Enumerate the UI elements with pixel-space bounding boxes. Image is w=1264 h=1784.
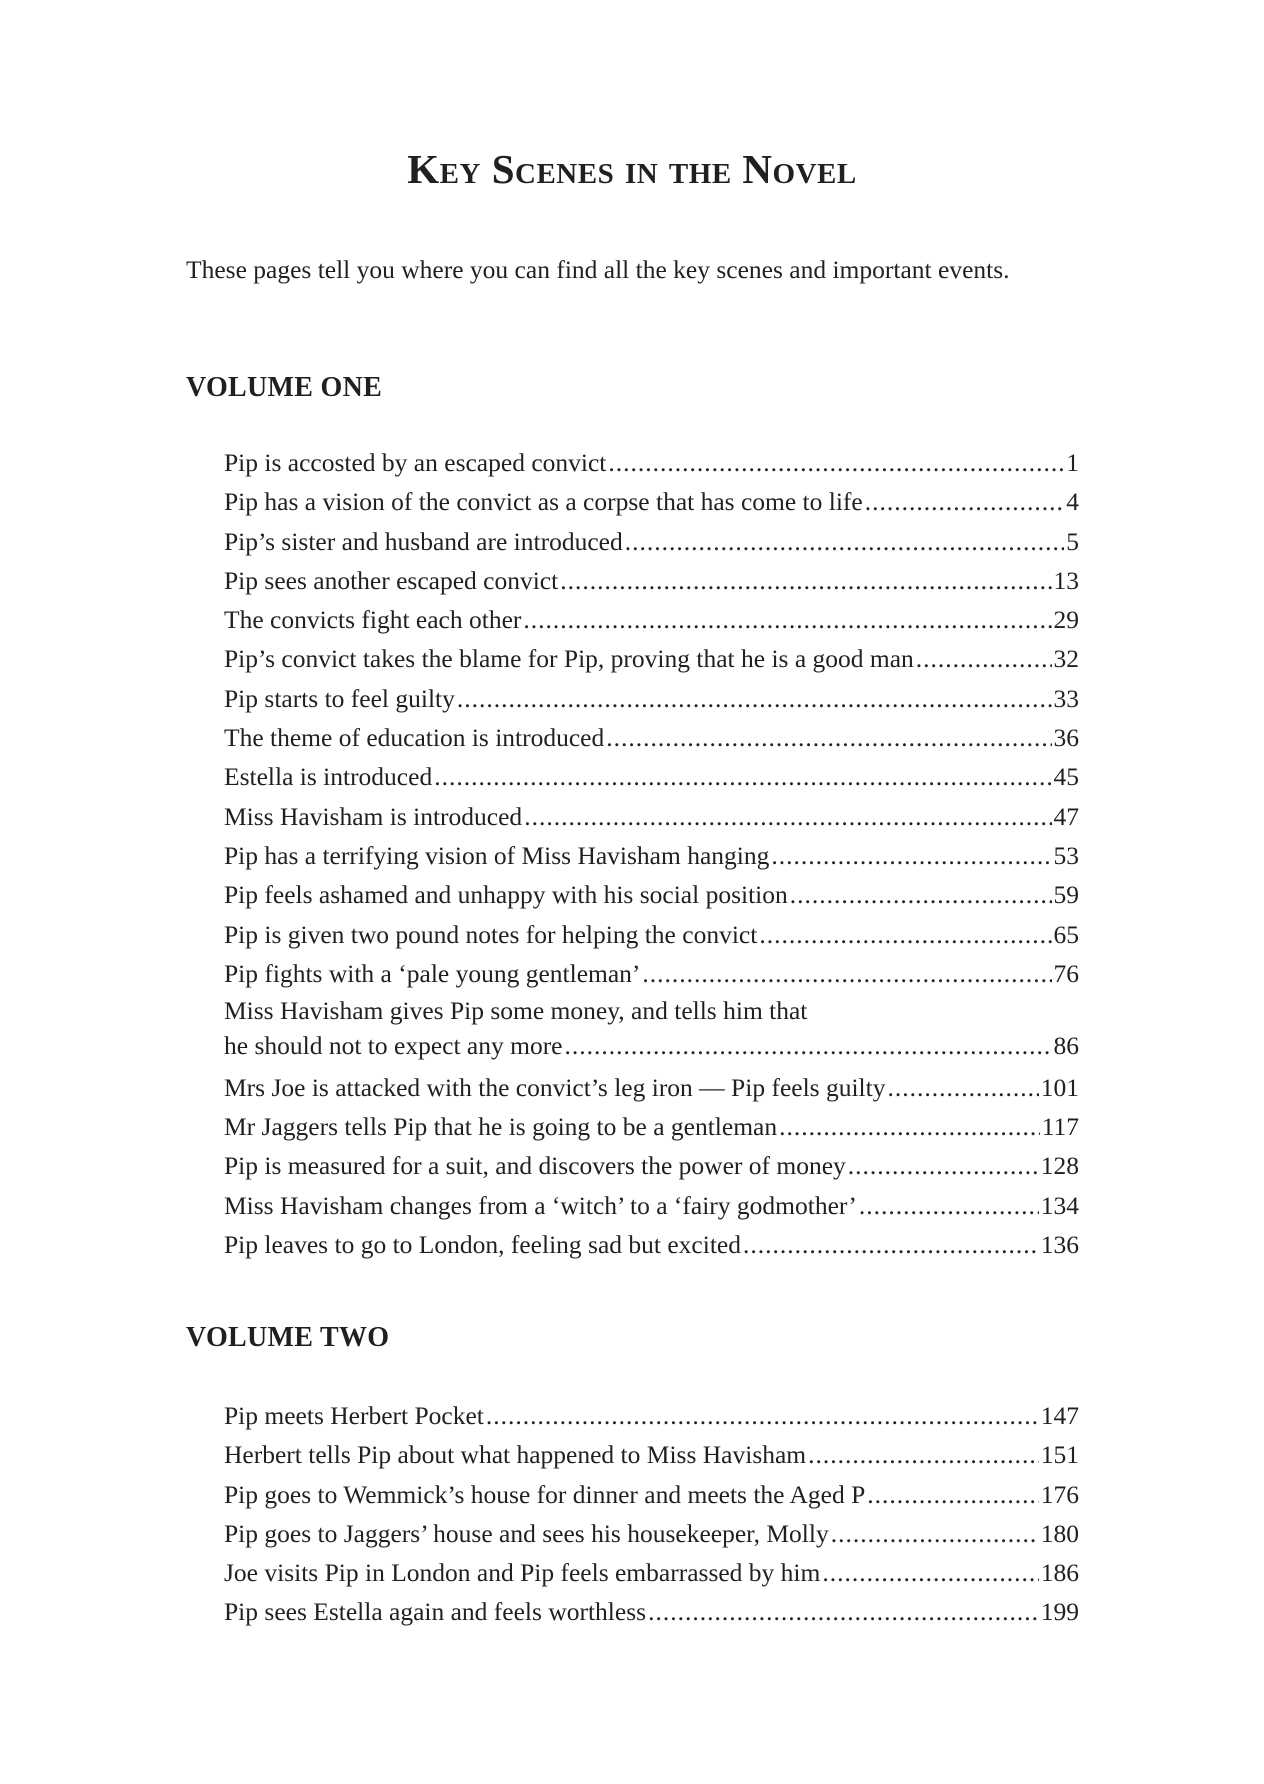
scene-entry <box>224 482 1079 521</box>
scene-text: Herbert tells Pip about what happened to Miss Havisham <box>224 1440 807 1470</box>
scene-entry <box>224 1186 1079 1225</box>
scene-page-number: 32 <box>1053 644 1079 674</box>
scene-text: Mrs Joe is attacked with the convict’s leg iron — Pip feels guilty <box>224 1072 886 1102</box>
scene-text: Pip’s sister and husband are introduced <box>224 526 623 556</box>
dot-leader <box>916 639 1052 678</box>
scene-page-number: 36 <box>1053 723 1079 753</box>
scene-text-line-2: he should not to expect any more <box>224 1031 563 1061</box>
scene-entry <box>224 1107 1079 1146</box>
dot-leader <box>648 1592 1039 1631</box>
scene-text: The theme of education is introduced <box>224 723 605 753</box>
scene-entry-second-row <box>224 1028 1079 1063</box>
scene-text: The convicts fight each other <box>224 605 522 635</box>
dot-leader <box>524 797 1051 836</box>
dot-leader <box>486 1396 1039 1435</box>
scene-entry <box>224 1475 1079 1514</box>
dot-leader <box>560 561 1051 600</box>
scene-page-number: 151 <box>1040 1440 1079 1470</box>
scene-text: Pip fights with a ‘pale young gentleman’ <box>224 958 641 988</box>
scene-text: Estella is introduced <box>224 762 433 792</box>
scene-page-number: 117 <box>1041 1112 1079 1142</box>
volume-two-scene-list <box>224 1396 1079 1632</box>
scene-text: Pip meets Herbert Pocket <box>224 1401 484 1430</box>
dot-leader <box>625 522 1065 561</box>
scene-entry <box>224 1553 1079 1592</box>
scene-page-number: 134 <box>1040 1190 1079 1220</box>
scene-page-number: 45 <box>1053 762 1079 792</box>
dot-leader <box>606 718 1051 757</box>
scene-entry <box>224 718 1079 757</box>
scene-text: Pip starts to feel guilty <box>224 683 455 713</box>
scene-entry <box>224 561 1079 600</box>
scene-text: Mr Jaggers tells Pip that he is going to be a gentleman <box>224 1112 778 1142</box>
scene-page-number: 13 <box>1053 565 1079 595</box>
scene-entry <box>224 639 1079 678</box>
scene-page-number: 29 <box>1053 605 1079 635</box>
scene-text: Miss Havisham changes from a ‘witch’ to a ‘fairy godmother’ <box>224 1190 857 1220</box>
scene-entry <box>224 1514 1079 1553</box>
dot-leader <box>867 1475 1038 1514</box>
scene-entry <box>224 954 1079 993</box>
dot-leader <box>865 482 1065 521</box>
dot-leader <box>779 1107 1040 1146</box>
scene-text: Pip goes to Wemmick’s house for dinner and meets the Aged P <box>224 1479 866 1509</box>
scene-page-number: 33 <box>1053 683 1079 713</box>
scene-entry <box>224 993 1079 1068</box>
scene-page-number: 186 <box>1040 1558 1079 1588</box>
scene-text: Pip is given two pound notes for helping the convict <box>224 919 758 949</box>
scene-page-number: 128 <box>1040 1151 1079 1181</box>
dot-leader <box>523 600 1051 639</box>
dot-leader <box>457 679 1052 718</box>
dot-leader <box>859 1186 1039 1225</box>
scene-page-number: 199 <box>1040 1597 1079 1627</box>
intro-text: These pages tell you where you can find all the key scenes and important events. <box>186 255 1010 284</box>
scene-page-number: 4 <box>1066 487 1079 517</box>
scene-text: Pip is accosted by an escaped convict <box>224 448 607 477</box>
scene-text: Pip leaves to go to London, feeling sad but excited <box>224 1229 741 1259</box>
scene-text: Joe visits Pip in London and Pip feels embarrassed by him <box>224 1558 821 1588</box>
scene-entry <box>224 1068 1079 1107</box>
dot-leader <box>831 1514 1039 1553</box>
scene-entry <box>224 1146 1079 1185</box>
scene-text: Pip goes to Jaggers’ house and sees his housekeeper, Molly <box>224 1518 829 1548</box>
volume-two-heading: VOLUME TWO <box>186 1322 390 1353</box>
scene-entry <box>224 679 1079 718</box>
volume-one-scene-list <box>224 443 1079 1264</box>
scene-page-number: 86 <box>1053 1031 1079 1061</box>
dot-leader <box>808 1435 1039 1474</box>
scene-page-number: 1 <box>1066 448 1079 477</box>
dot-leader <box>608 443 1064 482</box>
scene-entry <box>224 915 1079 954</box>
scene-page-number: 47 <box>1053 801 1079 831</box>
scene-entry <box>224 836 1079 875</box>
scene-entry <box>224 875 1079 914</box>
scene-page-number: 5 <box>1066 526 1079 556</box>
dot-leader <box>434 757 1051 796</box>
scene-text: Pip sees Estella again and feels worthless <box>224 1597 647 1627</box>
scene-text: Pip feels ashamed and unhappy with his social position <box>224 880 788 910</box>
scene-text: Pip’s convict takes the blame for Pip, proving that he is a good man <box>224 644 914 674</box>
scene-text: Pip sees another escaped convict <box>224 565 559 595</box>
scene-entry <box>224 522 1079 561</box>
scene-page-number: 65 <box>1053 919 1079 949</box>
dot-leader <box>759 915 1051 954</box>
scene-entry <box>224 797 1079 836</box>
dot-leader <box>822 1553 1038 1592</box>
dot-leader <box>565 1028 1052 1063</box>
scene-entry <box>224 757 1079 796</box>
scene-entry <box>224 443 1079 482</box>
scene-page-number: 101 <box>1040 1072 1079 1102</box>
dot-leader <box>887 1068 1038 1107</box>
scene-entry <box>224 1592 1079 1631</box>
scene-page-number: 180 <box>1040 1518 1079 1548</box>
scene-page-number: 53 <box>1053 840 1079 870</box>
dot-leader <box>848 1146 1039 1185</box>
dot-leader <box>771 836 1051 875</box>
scene-page-number: 147 <box>1040 1401 1079 1430</box>
scene-text: Miss Havisham is introduced <box>224 801 523 831</box>
scene-text: Pip has a terrifying vision of Miss Havisham hanging <box>224 840 770 870</box>
scene-page-number: 176 <box>1040 1479 1079 1509</box>
scene-entry <box>224 1435 1079 1474</box>
scene-text: Pip is measured for a suit, and discovers the power of money <box>224 1151 846 1181</box>
scene-entry <box>224 1396 1079 1435</box>
scene-page-number: 76 <box>1053 958 1079 988</box>
scene-text: Pip has a vision of the convict as a corpse that has come to life <box>224 487 863 517</box>
scene-text-line-1: Miss Havisham gives Pip some money, and tells him that <box>224 996 808 1026</box>
dot-leader <box>642 954 1051 993</box>
scene-entry <box>224 1225 1079 1264</box>
dot-leader <box>790 875 1052 914</box>
scene-page-number: 59 <box>1053 880 1079 910</box>
volume-one-heading: VOLUME ONE <box>186 372 383 403</box>
page-title: Key Scenes in the Novel <box>407 146 857 192</box>
scene-page-number: 136 <box>1040 1229 1079 1259</box>
scene-entry <box>224 600 1079 639</box>
dot-leader <box>743 1225 1039 1264</box>
